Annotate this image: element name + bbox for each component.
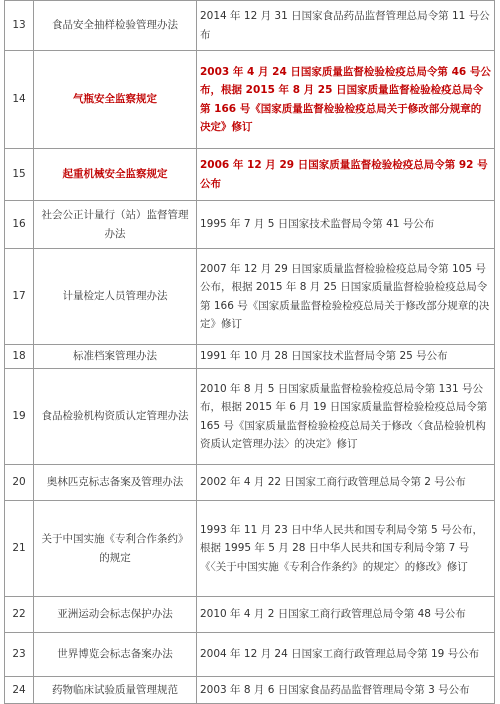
regulations-table-container	[4, 0, 495, 704]
table-row	[5, 149, 495, 201]
regulation-description: 2002 年 4 月 22 日国家工商行政管理总局令第 2 号公布	[197, 465, 495, 501]
table-row	[5, 597, 495, 633]
regulation-title: 奥林匹克标志备案及管理办法	[34, 465, 197, 501]
row-number: 24	[5, 677, 34, 704]
row-number: 20	[5, 465, 34, 501]
regulation-description: 2004 年 12 月 24 日国家工商行政管理总局令第 19 号公布	[197, 633, 495, 677]
row-number: 18	[5, 345, 34, 369]
table-row	[5, 51, 495, 149]
regulation-title: 起重机械安全监察规定	[34, 149, 197, 201]
table-row	[5, 345, 495, 369]
regulations-table	[4, 0, 495, 704]
table-row	[5, 1, 495, 51]
table-row	[5, 201, 495, 249]
regulation-title: 药物临床试验质量管理规范	[34, 677, 197, 704]
regulation-title: 标准档案管理办法	[34, 345, 197, 369]
regulation-description: 2003 年 4 月 24 日国家质量监督检验检疫总局令第 46 号公布，根据 2015 年 8 月 25 日国家质量监督检验检疫总局令第 166 号《国家质量监督检验检疫总局关于修改部分规章的决定》修订	[197, 51, 495, 149]
regulation-description: 1993 年 11 月 23 日中华人民共和国专利局令第 5 号公布，根据 1995 年 5 月 28 日中华人民共和国专利局令第 7 号《〈关于中国实施《专利合作条约》的规定〉的修改》修订	[197, 501, 495, 597]
row-number: 16	[5, 201, 34, 249]
regulation-title: 世界博览会标志备案办法	[34, 633, 197, 677]
regulation-description: 2006 年 12 月 29 日国家质量监督检验检疫总局令第 92 号公布	[197, 149, 495, 201]
regulations-table-body	[5, 1, 495, 704]
regulation-description: 2003 年 8 月 6 日国家食品药品监督管理局令第 3 号公布	[197, 677, 495, 704]
regulation-description: 2010 年 4 月 2 日国家工商行政管理总局令第 48 号公布	[197, 597, 495, 633]
table-row	[5, 501, 495, 597]
row-number: 15	[5, 149, 34, 201]
regulation-title: 食品检验机构资质认定管理办法	[34, 369, 197, 465]
regulation-title: 社会公正计量行（站）监督管理办法	[34, 201, 197, 249]
regulation-title: 亚洲运动会标志保护办法	[34, 597, 197, 633]
regulation-title: 关于中国实施《专利合作条约》的规定	[34, 501, 197, 597]
table-row	[5, 249, 495, 345]
regulation-description: 2014 年 12 月 31 日国家食品药品监督管理总局令第 11 号公布	[197, 1, 495, 51]
table-row	[5, 633, 495, 677]
row-number: 21	[5, 501, 34, 597]
table-row	[5, 369, 495, 465]
regulation-title: 计量检定人员管理办法	[34, 249, 197, 345]
regulation-title: 气瓶安全监察规定	[34, 51, 197, 149]
row-number: 23	[5, 633, 34, 677]
row-number: 17	[5, 249, 34, 345]
regulation-description: 1995 年 7 月 5 日国家技术监督局令第 41 号公布	[197, 201, 495, 249]
table-row	[5, 677, 495, 704]
row-number: 14	[5, 51, 34, 149]
row-number: 13	[5, 1, 34, 51]
regulation-description: 1991 年 10 月 28 日国家技术监督局令第 25 号公布	[197, 345, 495, 369]
table-row	[5, 465, 495, 501]
regulation-title: 食品安全抽样检验管理办法	[34, 1, 197, 51]
regulation-description: 2010 年 8 月 5 日国家质量监督检验检疫总局令第 131 号公布，根据 2015 年 6 月 19 日国家质量监督检验检疫总局令第 165 号《国家质量监督检验检疫总局关于修改〈食品检验机构资质认定管理办法〉的决定》修订	[197, 369, 495, 465]
regulation-description: 2007 年 12 月 29 日国家质量监督检验检疫总局令第 105 号公布，根据 2015 年 8 月 25 日国家质量监督检验检疫总局令第 166 号《国家质量监督检验检疫总局关于修改部分规章的决定》修订	[197, 249, 495, 345]
row-number: 19	[5, 369, 34, 465]
row-number: 22	[5, 597, 34, 633]
